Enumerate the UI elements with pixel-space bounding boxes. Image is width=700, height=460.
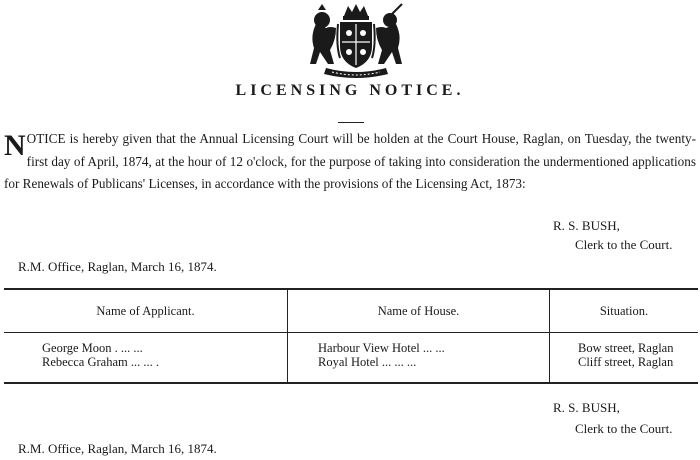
column-header-situation: Situation. (550, 289, 699, 333)
signatory-name: R. S. BUSH, (553, 400, 620, 415)
page-title: LICENSING NOTICE. (235, 82, 465, 99)
royal-coat-of-arms-icon (296, 2, 416, 80)
table-row (4, 333, 698, 384)
house-cell (288, 333, 550, 384)
signatory-role: Clerk to the Court. (575, 237, 673, 252)
table-header-row (4, 289, 698, 333)
column-header-house: Name of House. (288, 289, 550, 333)
notice-lead-word: OTICE (26, 131, 66, 146)
signatory-name: R. S. BUSH, (553, 218, 620, 233)
situation-text: Bow street, Raglan (578, 341, 674, 355)
situation-cell (550, 333, 699, 384)
notice-paragraph (4, 128, 696, 196)
applications-table (4, 288, 698, 384)
applicant-name: George Moon . ... ... (42, 341, 143, 355)
applicant-name: Rebecca Graham ... ... . (42, 355, 159, 369)
situation-text: Cliff street, Raglan (578, 355, 674, 369)
drop-cap: N (4, 129, 26, 162)
dateline: R.M. Office, Raglan, March 16, 1874. (18, 441, 217, 456)
house-name: Royal Hotel ... ... ... (318, 355, 417, 369)
dateline: R.M. Office, Raglan, March 16, 1874. (18, 259, 217, 274)
column-header-applicant: Name of Applicant. (4, 289, 288, 333)
notice-body: is hereby given that the Annual Licensing Court will be holden at the Court House, Raglan, on Tuesday, the twenty-first day of April, 1874, at the hour of 12 o'clock, for the purpose of taking into consideration the undermentioned applications for Renewals of Publicans' Licenses, in accordance with the provisions of the Licensing Act, 1873: (4, 131, 696, 191)
applicant-cell (4, 333, 288, 384)
title-divider (338, 122, 364, 123)
signatory-role: Clerk to the Court. (575, 421, 673, 436)
house-name: Harbour View Hotel ... ... (318, 341, 445, 355)
